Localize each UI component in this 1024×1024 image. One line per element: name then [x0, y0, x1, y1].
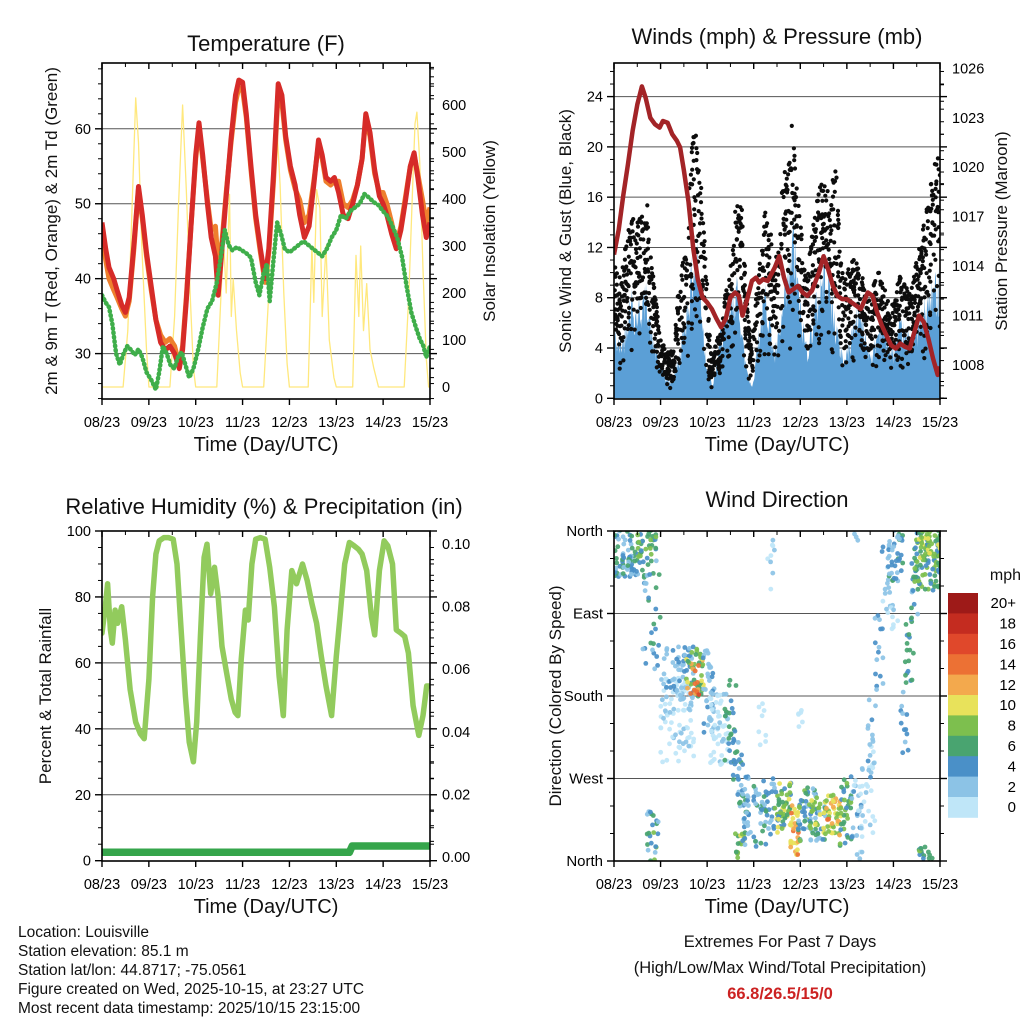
- winds-series: [611, 86, 942, 398]
- xaxis-label-temperature: Time (Day/UTC): [193, 434, 339, 456]
- svg-text:60: 60: [74, 655, 91, 672]
- footer-location: Location: Louisville: [18, 924, 149, 941]
- svg-text:08/23: 08/23: [595, 877, 633, 893]
- svg-text:0.00: 0.00: [442, 850, 471, 866]
- svg-text:15/23: 15/23: [411, 877, 449, 893]
- svg-text:500: 500: [442, 145, 467, 161]
- svg-text:14/23: 14/23: [875, 877, 912, 893]
- svg-text:1023: 1023: [952, 110, 985, 127]
- svg-text:10/23: 10/23: [688, 415, 726, 431]
- svg-text:18: 18: [999, 615, 1016, 633]
- svg-text:West: West: [569, 770, 603, 788]
- svg-text:0.06: 0.06: [442, 662, 471, 679]
- svg-text:12/23: 12/23: [271, 877, 308, 893]
- svg-text:13/23: 13/23: [828, 415, 866, 431]
- svg-text:North: North: [566, 853, 603, 870]
- svg-text:1014: 1014: [952, 259, 985, 276]
- svg-text:30: 30: [74, 346, 91, 363]
- svg-text:13/23: 13/23: [318, 415, 355, 431]
- svg-text:1020: 1020: [952, 160, 985, 177]
- svg-text:South: South: [563, 688, 603, 705]
- yaxis-label-temperature-left: 2m & 9m T (Red, Orange) & 2m Td (Green): [42, 67, 61, 395]
- svg-text:11/23: 11/23: [736, 415, 772, 431]
- svg-text:1026: 1026: [952, 61, 985, 78]
- chart-title-temperature: Temperature (F): [187, 31, 345, 56]
- svg-text:0: 0: [442, 380, 451, 396]
- svg-text:15/23: 15/23: [921, 415, 959, 431]
- winddir-dots: [612, 527, 943, 863]
- svg-text:200: 200: [442, 286, 467, 302]
- svg-text:1017: 1017: [952, 209, 985, 226]
- extremes-heading: Extremes For Past 7 Days: [683, 933, 877, 951]
- colorbar-title: mph: [989, 567, 1021, 584]
- yaxis-label-pressure-right: Station Pressure (Maroon): [992, 131, 1011, 331]
- xaxis-label-winds: Time (Day/UTC): [704, 434, 850, 456]
- svg-text:40: 40: [74, 271, 91, 288]
- svg-text:100: 100: [442, 333, 467, 349]
- svg-text:80: 80: [74, 589, 91, 606]
- svg-text:600: 600: [442, 98, 467, 114]
- svg-text:08/23: 08/23: [83, 877, 121, 893]
- svg-text:1008: 1008: [952, 358, 985, 374]
- svg-text:12/23: 12/23: [782, 415, 819, 431]
- svg-text:09/23: 09/23: [130, 415, 168, 431]
- svg-text:60: 60: [74, 121, 91, 138]
- svg-text:8: 8: [1007, 717, 1016, 735]
- extremes-block: [560, 929, 1000, 1007]
- footer-created: Figure created on Wed, 2025-10-15, at 23:27 UTC: [18, 981, 365, 998]
- series-relative-humidity: [102, 538, 430, 762]
- svg-text:15/23: 15/23: [411, 415, 449, 431]
- svg-text:10/23: 10/23: [688, 877, 726, 893]
- svg-text:14/23: 14/23: [875, 415, 912, 431]
- svg-text:1011: 1011: [952, 308, 984, 325]
- svg-text:2: 2: [1007, 778, 1016, 796]
- svg-text:0: 0: [594, 391, 603, 408]
- svg-text:15/23: 15/23: [921, 877, 959, 893]
- svg-text:08/23: 08/23: [83, 415, 121, 431]
- svg-text:0.04: 0.04: [442, 724, 471, 741]
- svg-text:0.02: 0.02: [442, 787, 471, 804]
- svg-text:08/23: 08/23: [595, 415, 633, 431]
- svg-text:50: 50: [74, 196, 91, 213]
- svg-text:14/23: 14/23: [364, 877, 402, 893]
- svg-text:11/23: 11/23: [224, 877, 261, 893]
- svg-text:0.08: 0.08: [442, 599, 471, 616]
- svg-text:400: 400: [442, 192, 467, 208]
- humidity-series: [102, 538, 430, 853]
- chart-title-winddir: Wind Direction: [705, 487, 849, 512]
- footer-latlon: Station lat/lon: 44.8717; -75.0561: [18, 962, 247, 979]
- speed-colorbar: [948, 593, 1016, 818]
- svg-text:09/23: 09/23: [130, 877, 168, 893]
- footer-timestamp: Most recent data timestamp: 2025/10/15 23:15:00: [18, 1000, 361, 1017]
- yaxis-label-direction-left: Direction (Colored By Speed): [546, 585, 565, 807]
- chart-title-winds: Winds (mph) & Pressure (mb): [631, 24, 923, 49]
- yaxis-label-solar-right: Solar Insolation (Yellow): [480, 140, 499, 322]
- svg-text:11/23: 11/23: [224, 415, 261, 431]
- svg-text:24: 24: [586, 89, 603, 106]
- svg-text:13/23: 13/23: [828, 877, 866, 893]
- svg-text:16: 16: [999, 636, 1016, 653]
- series-2m-temperature: [102, 80, 430, 369]
- svg-text:8: 8: [594, 290, 603, 307]
- svg-text:4: 4: [1007, 758, 1016, 776]
- svg-text:12/23: 12/23: [782, 877, 819, 893]
- svg-text:13/23: 13/23: [318, 877, 355, 893]
- svg-text:40: 40: [74, 721, 91, 738]
- yaxis-label-wind-left: Sonic Wind & Gust (Blue, Black): [556, 109, 575, 353]
- svg-text:09/23: 09/23: [642, 877, 679, 893]
- svg-text:10/23: 10/23: [177, 415, 214, 431]
- series-total-rainfall: [102, 846, 430, 852]
- svg-text:0: 0: [82, 853, 91, 870]
- svg-text:20: 20: [586, 139, 603, 156]
- svg-text:11/23: 11/23: [736, 877, 772, 893]
- svg-text:14: 14: [999, 656, 1016, 674]
- svg-text:20: 20: [74, 787, 91, 804]
- svg-text:0: 0: [1007, 799, 1016, 817]
- svg-text:100: 100: [66, 524, 91, 540]
- svg-text:14/23: 14/23: [364, 415, 402, 431]
- svg-text:North: North: [566, 523, 603, 540]
- xaxis-label-winddir: Time (Day/UTC): [704, 896, 850, 918]
- svg-text:300: 300: [442, 239, 467, 255]
- svg-text:10/23: 10/23: [177, 877, 214, 893]
- svg-text:12/23: 12/23: [271, 415, 308, 431]
- svg-text:6: 6: [1007, 738, 1016, 755]
- xaxis-label-humidity: Time (Day/UTC): [193, 896, 339, 918]
- svg-text:12: 12: [586, 240, 603, 257]
- chart-title-humidity: Relative Humidity (%) & Precipitation (in): [65, 494, 463, 519]
- svg-text:0.10: 0.10: [442, 537, 471, 553]
- svg-text:4: 4: [594, 341, 603, 358]
- temperature-series: [102, 80, 430, 390]
- svg-text:09/23: 09/23: [642, 415, 679, 431]
- series-solar-insolation: [102, 98, 430, 387]
- footer-elevation: Station elevation: 85.1 m: [18, 943, 189, 960]
- extremes-values: 66.8/26.5/15/0: [727, 985, 833, 1003]
- yaxis-label-humidity-left: Percent & Total Rainfall: [36, 607, 55, 785]
- extremes-subheading: (High/Low/Max Wind/Total Precipitation): [633, 959, 927, 977]
- svg-text:East: East: [572, 605, 603, 623]
- svg-text:16: 16: [586, 190, 603, 207]
- svg-text:20+: 20+: [990, 595, 1016, 613]
- svg-text:10: 10: [999, 697, 1016, 715]
- svg-text:12: 12: [999, 676, 1016, 694]
